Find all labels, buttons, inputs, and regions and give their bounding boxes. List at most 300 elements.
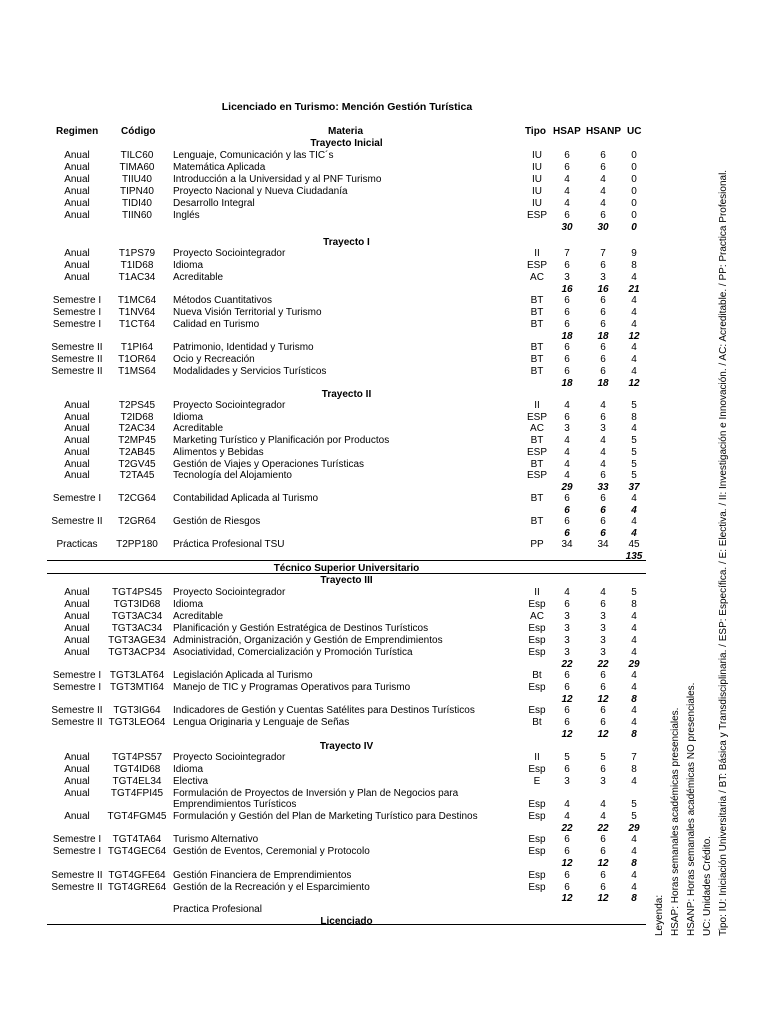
cell-hsap: 6 xyxy=(564,516,570,527)
cell-tipo: II xyxy=(534,587,540,598)
cell-codigo: TGT3ACP34 xyxy=(108,647,166,658)
cell-uc: 5 xyxy=(631,447,637,458)
cell-regimen: Semestre II xyxy=(51,717,103,728)
cell-tipo: IU xyxy=(532,162,542,173)
cell-hsanp: 4 xyxy=(600,400,606,411)
cell-uc: 8 xyxy=(631,764,637,775)
cell-hsanp: 6 xyxy=(600,882,606,893)
cell-uc: 5 xyxy=(631,400,637,411)
table-row xyxy=(0,272,660,284)
cell-materia: Gestión de la Recreación y el Esparcimiento xyxy=(173,882,370,893)
divider-line xyxy=(47,924,646,925)
legend-tipo: Tipo: IU: Iniciación Universitaria / BT: Básica y Transdisciplinaria. / ESP: Específica. / E: Electiva. / II: Investigación e Innovación. / AC: Acreditable. / PP: Practica Profesional. xyxy=(718,169,729,936)
table-row xyxy=(0,295,660,307)
cell-hsap: 3 xyxy=(564,623,570,634)
cell-uc: 12 xyxy=(628,331,640,342)
cell-regimen: Anual xyxy=(64,210,90,221)
cell-regimen: Semestre I xyxy=(52,834,102,845)
cell-hsap: 6 xyxy=(564,319,570,330)
cell-hsanp: 6 xyxy=(600,162,606,173)
cell-materia: Proyecto Nacional y Nueva Ciudadanía xyxy=(173,186,348,197)
cell-uc: 21 xyxy=(628,284,640,295)
cell-tipo: Esp xyxy=(528,834,546,845)
cell-codigo: TGT3AGE34 xyxy=(108,635,166,646)
cell-regimen: Anual xyxy=(64,272,90,283)
section-heading: Técnico Superior Universitario xyxy=(273,563,420,574)
cell-uc: 8 xyxy=(631,260,637,271)
table-row xyxy=(0,423,660,435)
cell-hsanp: 6 xyxy=(600,516,606,527)
cell-uc: 5 xyxy=(631,799,637,810)
cell-materia: Lengua Originaria y Lenguaje de Señas xyxy=(173,717,350,728)
table-row xyxy=(0,539,660,551)
legend-hsap: HSAP: Horas semanales académicas presenciales. xyxy=(670,707,681,936)
table-row xyxy=(0,162,660,174)
cell-codigo: T2AB45 xyxy=(118,447,156,458)
cell-hsanp: 6 xyxy=(600,493,606,504)
cell-hsap: 16 xyxy=(561,284,573,295)
cell-regimen: Anual xyxy=(64,459,90,470)
cell-regimen: Anual xyxy=(64,435,90,446)
cell-uc: 4 xyxy=(631,505,637,516)
cell-regimen: Anual xyxy=(64,447,90,458)
cell-hsap: 4 xyxy=(564,174,570,185)
cell-hsanp: 3 xyxy=(600,776,606,787)
cell-hsap: 3 xyxy=(564,272,570,283)
cell-hsap: 6 xyxy=(564,307,570,318)
cell-uc: 0 xyxy=(631,186,637,197)
cell-hsap: 6 xyxy=(564,846,570,857)
cell-hsanp: 6 xyxy=(600,342,606,353)
section-heading: Trayecto I xyxy=(323,237,370,248)
cell-hsap: 4 xyxy=(564,799,570,810)
cell-materia: Idioma xyxy=(173,412,204,423)
cell-hsanp: 3 xyxy=(600,647,606,658)
cell-hsap: 18 xyxy=(561,378,573,389)
cell-uc: 8 xyxy=(631,599,637,610)
cell-uc: 135 xyxy=(625,551,643,562)
cell-hsap: 4 xyxy=(564,400,570,411)
cell-tipo: Esp xyxy=(528,870,546,881)
cell-hsanp: 6 xyxy=(600,505,606,516)
cell-hsanp: 22 xyxy=(597,823,609,834)
cell-codigo: TGT3MTI64 xyxy=(110,682,164,693)
cell-uc: 9 xyxy=(631,248,637,259)
cell-tipo: IU xyxy=(532,150,542,161)
cell-regimen: Anual xyxy=(64,788,90,799)
cell-codigo: TGT4GRE64 xyxy=(107,882,167,893)
cell-codigo: TIIN60 xyxy=(121,210,152,221)
cell-hsap: 4 xyxy=(564,186,570,197)
cell-hsanp: 18 xyxy=(597,331,609,342)
cell-codigo: TGT4FPI45 xyxy=(110,788,164,799)
cell-hsap: 4 xyxy=(564,470,570,481)
cell-hsanp: 4 xyxy=(600,174,606,185)
cell-materia: Gestión de Viajes y Operaciones Turísticas xyxy=(173,459,365,470)
cell-hsap: 6 xyxy=(564,210,570,221)
cell-hsap: 4 xyxy=(564,198,570,209)
cell-uc: 4 xyxy=(631,670,637,681)
cell-hsap: 12 xyxy=(561,893,573,904)
cell-codigo: T1MS64 xyxy=(118,366,156,377)
cell-hsanp: 6 xyxy=(600,870,606,881)
cell-uc: 12 xyxy=(628,378,640,389)
table-row xyxy=(0,248,660,260)
cell-uc: 0 xyxy=(631,162,637,173)
cell-tipo: BT xyxy=(530,493,544,504)
cell-hsanp: 12 xyxy=(597,694,609,705)
cell-codigo: TGT4FGM45 xyxy=(107,811,167,822)
cell-regimen: Semestre II xyxy=(51,870,103,881)
cell-materia: Proyecto Sociointegrador xyxy=(173,400,286,411)
cell-hsap: 3 xyxy=(564,423,570,434)
cell-regimen: Anual xyxy=(64,186,90,197)
cell-codigo: T1PS79 xyxy=(118,248,156,259)
table-row xyxy=(0,516,660,528)
cell-uc: 29 xyxy=(628,659,640,670)
cell-regimen: Anual xyxy=(64,423,90,434)
cell-hsap: 6 xyxy=(564,493,570,504)
cell-uc: 45 xyxy=(628,539,640,550)
cell-uc: 37 xyxy=(628,482,640,493)
cell-hsanp: 6 xyxy=(600,210,606,221)
cell-tipo: BT xyxy=(530,435,544,446)
cell-materia: Planificación y Gestión Estratégica de Destinos Turísticos xyxy=(173,623,429,634)
cell-regimen: Semestre II xyxy=(51,354,103,365)
cell-uc: 4 xyxy=(631,423,637,434)
cell-uc: 4 xyxy=(631,307,637,318)
cell-uc: 5 xyxy=(631,587,637,598)
cell-tipo: ESP xyxy=(526,210,547,221)
table-row xyxy=(0,319,660,331)
cell-hsap: 3 xyxy=(564,776,570,787)
cell-uc: 4 xyxy=(631,516,637,527)
cell-materia: Idioma xyxy=(173,764,204,775)
cell-uc: 4 xyxy=(631,366,637,377)
cell-regimen: Anual xyxy=(64,599,90,610)
cell-hsap: 6 xyxy=(564,366,570,377)
cell-regimen: Semestre I xyxy=(52,295,102,306)
cell-uc: 4 xyxy=(631,528,637,539)
cell-codigo: TGT4PS45 xyxy=(111,587,163,598)
cell-tipo: BT xyxy=(530,295,544,306)
cell-tipo: AC xyxy=(530,611,544,622)
table-row xyxy=(0,307,660,319)
cell-codigo: TGT3LAT64 xyxy=(109,670,165,681)
cell-tipo: ESP xyxy=(526,412,547,423)
table-row xyxy=(0,623,660,635)
cell-hsanp: 4 xyxy=(600,799,606,810)
cell-hsanp: 22 xyxy=(597,659,609,670)
cell-uc: 29 xyxy=(628,823,640,834)
cell-hsanp: 7 xyxy=(600,248,606,259)
cell-materia: Idioma xyxy=(173,260,204,271)
table-row xyxy=(0,470,660,482)
cell-codigo: T1PI64 xyxy=(120,342,154,353)
table-row xyxy=(0,846,660,858)
cell-uc: 5 xyxy=(631,811,637,822)
cell-materia: Calidad en Turismo xyxy=(173,319,260,330)
cell-tipo: BT xyxy=(530,319,544,330)
table-row xyxy=(0,493,660,505)
cell-hsanp: 30 xyxy=(597,222,609,233)
cell-tipo: Esp xyxy=(528,599,546,610)
cell-hsap: 6 xyxy=(564,412,570,423)
cell-tipo: Esp xyxy=(528,705,546,716)
header-uc: UC xyxy=(627,126,642,137)
cell-hsap: 6 xyxy=(564,260,570,271)
cell-uc: 8 xyxy=(631,893,637,904)
cell-tipo: IU xyxy=(532,174,542,185)
header-tipo: Tipo xyxy=(525,126,546,137)
table-row xyxy=(0,611,660,623)
cell-uc: 0 xyxy=(631,174,637,185)
legend-title: Leyenda: xyxy=(654,894,665,936)
subtotal-row xyxy=(0,222,660,234)
cell-materia: Turismo Alternativo xyxy=(173,834,259,845)
cell-uc: 5 xyxy=(631,470,637,481)
cell-materia: Formulación de Proyectos de Inversión y Plan de Negocios para xyxy=(173,788,459,799)
cell-hsanp: 6 xyxy=(600,764,606,775)
cell-uc: 4 xyxy=(631,493,637,504)
cell-uc: 4 xyxy=(631,272,637,283)
cell-materia: Patrimonio, Identidad y Turismo xyxy=(173,342,314,353)
cell-hsanp: 4 xyxy=(600,435,606,446)
cell-codigo: T2PP180 xyxy=(116,539,158,550)
table-row xyxy=(0,587,660,599)
cell-regimen: Practicas xyxy=(56,539,98,550)
table-row xyxy=(0,174,660,186)
cell-regimen: Anual xyxy=(64,412,90,423)
divider-line xyxy=(47,560,646,561)
cell-tipo: BT xyxy=(530,342,544,353)
table-row xyxy=(0,670,660,682)
table-row xyxy=(0,776,660,788)
cell-codigo: T2CG64 xyxy=(118,493,156,504)
cell-regimen: Anual xyxy=(64,162,90,173)
cell-tipo: Esp xyxy=(528,635,546,646)
cell-regimen: Anual xyxy=(64,635,90,646)
cell-hsap: 6 xyxy=(564,354,570,365)
table-row xyxy=(0,210,660,222)
cell-codigo: T1NV64 xyxy=(118,307,156,318)
cell-hsanp: 12 xyxy=(597,893,609,904)
cell-codigo: T1AC34 xyxy=(118,272,156,283)
cell-materia: Lenguaje, Comunicación y las TIC´s xyxy=(173,150,334,161)
cell-regimen: Anual xyxy=(64,248,90,259)
cell-hsap: 6 xyxy=(564,834,570,845)
cell-tipo: Esp xyxy=(528,764,546,775)
cell-codigo: TGT4PS57 xyxy=(111,752,163,763)
cell-hsap: 4 xyxy=(564,459,570,470)
cell-hsap: 6 xyxy=(564,528,570,539)
cell-hsanp: 5 xyxy=(600,752,606,763)
cell-tipo: II xyxy=(534,248,540,259)
header-codigo: Código xyxy=(121,126,156,137)
cell-hsap: 3 xyxy=(564,647,570,658)
cell-hsanp: 6 xyxy=(600,307,606,318)
cell-regimen: Anual xyxy=(64,764,90,775)
cell-hsanp: 4 xyxy=(600,186,606,197)
cell-materia: Nueva Visión Territorial y Turismo xyxy=(173,307,322,318)
cell-hsanp: 33 xyxy=(597,482,609,493)
cell-uc: 4 xyxy=(631,846,637,857)
cell-hsap: 6 xyxy=(564,150,570,161)
cell-materia: Introducción a la Universidad y al PNF Turismo xyxy=(173,174,382,185)
cell-uc: 4 xyxy=(631,354,637,365)
cell-hsanp: 6 xyxy=(600,319,606,330)
cell-materia: Alimentos y Bebidas xyxy=(173,447,264,458)
cell-codigo: TIIU40 xyxy=(121,174,152,185)
table-row xyxy=(0,834,660,846)
section-heading: Trayecto II xyxy=(321,389,372,400)
legend xyxy=(652,169,732,936)
table-row xyxy=(0,764,660,776)
header-regimen: Regimen xyxy=(56,126,99,137)
cell-tipo: IU xyxy=(532,186,542,197)
cell-uc: 5 xyxy=(631,459,637,470)
cell-materia: Tecnología del Alojamiento xyxy=(173,470,292,481)
cell-regimen: Anual xyxy=(64,198,90,209)
cell-materia: Legislación Aplicada al Turismo xyxy=(173,670,313,681)
cell-regimen: Anual xyxy=(64,400,90,411)
cell-regimen: Semestre I xyxy=(52,682,102,693)
cell-materia: Proyecto Sociointegrador xyxy=(173,752,286,763)
cell-uc: 0 xyxy=(631,150,637,161)
cell-hsanp: 6 xyxy=(600,260,606,271)
table-row xyxy=(0,752,660,764)
cell-hsanp: 18 xyxy=(597,378,609,389)
cell-hsanp: 6 xyxy=(600,670,606,681)
cell-hsap: 6 xyxy=(564,505,570,516)
cell-hsanp: 6 xyxy=(600,354,606,365)
cell-regimen: Anual xyxy=(64,611,90,622)
cell-codigo: TGT4EL34 xyxy=(112,776,162,787)
cell-tipo: BT xyxy=(530,516,544,527)
cell-regimen: Semestre II xyxy=(51,366,103,377)
cell-hsanp: 3 xyxy=(600,611,606,622)
cell-materia: Inglés xyxy=(173,210,200,221)
cell-hsap: 29 xyxy=(561,482,573,493)
cell-uc: 4 xyxy=(631,342,637,353)
table-row xyxy=(0,150,660,162)
cell-materia: Indicadores de Gestión y Cuentas Satélites para Destinos Turísticos xyxy=(173,705,475,716)
cell-hsanp: 6 xyxy=(600,412,606,423)
cell-tipo: ESP xyxy=(526,447,547,458)
cell-materia: Acreditable xyxy=(173,423,224,434)
cell-uc: 7 xyxy=(631,752,637,763)
cell-hsap: 4 xyxy=(564,447,570,458)
cell-hsap: 4 xyxy=(564,587,570,598)
cell-hsanp: 6 xyxy=(600,150,606,161)
cell-uc: 0 xyxy=(631,210,637,221)
cell-uc: 8 xyxy=(631,412,637,423)
cell-regimen: Semestre I xyxy=(52,846,102,857)
cell-materia: Gestión de Eventos, Ceremonial y Protocolo xyxy=(173,846,370,857)
cell-hsap: 6 xyxy=(564,670,570,681)
cell-tipo: ESP xyxy=(526,260,547,271)
page-title: Licenciado en Turismo: Mención Gestión Turística xyxy=(221,101,473,113)
table-row xyxy=(0,198,660,210)
cell-materia: Asociatividad, Comercialización y Promoción Turística xyxy=(173,647,413,658)
cell-regimen: Anual xyxy=(64,150,90,161)
divider-line xyxy=(47,573,646,574)
table-row xyxy=(0,799,660,811)
cell-uc: 4 xyxy=(631,319,637,330)
cell-codigo: TGT4TA64 xyxy=(112,834,162,845)
cell-materia: Modalidades y Servicios Turísticos xyxy=(173,366,327,377)
cell-tipo: Esp xyxy=(528,623,546,634)
cell-hsap: 22 xyxy=(561,659,573,670)
cell-codigo: TGT4GEC64 xyxy=(107,846,167,857)
cell-tipo: BT xyxy=(530,366,544,377)
cell-hsanp: 34 xyxy=(597,539,609,550)
cell-tipo: Esp xyxy=(528,647,546,658)
table-row xyxy=(0,811,660,823)
section-heading: Trayecto Inicial xyxy=(310,138,383,149)
cell-hsap: 6 xyxy=(564,764,570,775)
cell-codigo: T1CT64 xyxy=(118,319,156,330)
cell-materia: Matemática Aplicada xyxy=(173,162,266,173)
cell-codigo: TGT4GFE64 xyxy=(108,870,166,881)
cell-tipo: II xyxy=(534,400,540,411)
table-row xyxy=(0,599,660,611)
cell-regimen: Anual xyxy=(64,587,90,598)
cell-materia: Formulación y Gestión del Plan de Marketing Turístico para Destinos xyxy=(173,811,478,822)
cell-hsanp: 12 xyxy=(597,729,609,740)
cell-hsanp: 4 xyxy=(600,198,606,209)
table-row xyxy=(0,342,660,354)
cell-codigo: TGT3ID68 xyxy=(113,599,161,610)
table-row xyxy=(0,904,660,916)
cell-hsap: 6 xyxy=(564,682,570,693)
table-row xyxy=(0,366,660,378)
cell-codigo: T2GR64 xyxy=(118,516,156,527)
cell-uc: 4 xyxy=(631,682,637,693)
cell-hsap: 6 xyxy=(564,295,570,306)
cell-codigo: T1OR64 xyxy=(118,354,156,365)
cell-hsap: 12 xyxy=(561,729,573,740)
cell-hsanp: 6 xyxy=(600,682,606,693)
subtotal-row xyxy=(0,729,660,741)
table-row xyxy=(0,354,660,366)
subtotal-row xyxy=(0,858,660,870)
grand-total-row xyxy=(0,551,660,563)
cell-codigo: T2ID68 xyxy=(120,412,154,423)
cell-hsanp: 4 xyxy=(600,811,606,822)
cell-hsap: 6 xyxy=(564,882,570,893)
cell-materia: Acreditable xyxy=(173,272,224,283)
cell-regimen: Anual xyxy=(64,752,90,763)
cell-materia: Electiva xyxy=(173,776,209,787)
cell-codigo: TGT3LEO64 xyxy=(108,717,166,728)
cell-hsanp: 6 xyxy=(600,295,606,306)
cell-hsanp: 6 xyxy=(600,717,606,728)
cell-regimen: Semestre II xyxy=(51,516,103,527)
cell-codigo: T2GV45 xyxy=(118,459,156,470)
cell-codigo: TILC60 xyxy=(120,150,154,161)
cell-regimen: Semestre II xyxy=(51,882,103,893)
cell-hsanp: 4 xyxy=(600,447,606,458)
cell-uc: 4 xyxy=(631,635,637,646)
cell-uc: 0 xyxy=(631,198,637,209)
header-hsanp: HSANP xyxy=(586,126,622,137)
cell-tipo: Esp xyxy=(528,799,546,810)
cell-codigo: TGT3IG64 xyxy=(113,705,161,716)
cell-hsap: 6 xyxy=(564,599,570,610)
cell-codigo: TIDI40 xyxy=(121,198,152,209)
cell-regimen: Anual xyxy=(64,647,90,658)
